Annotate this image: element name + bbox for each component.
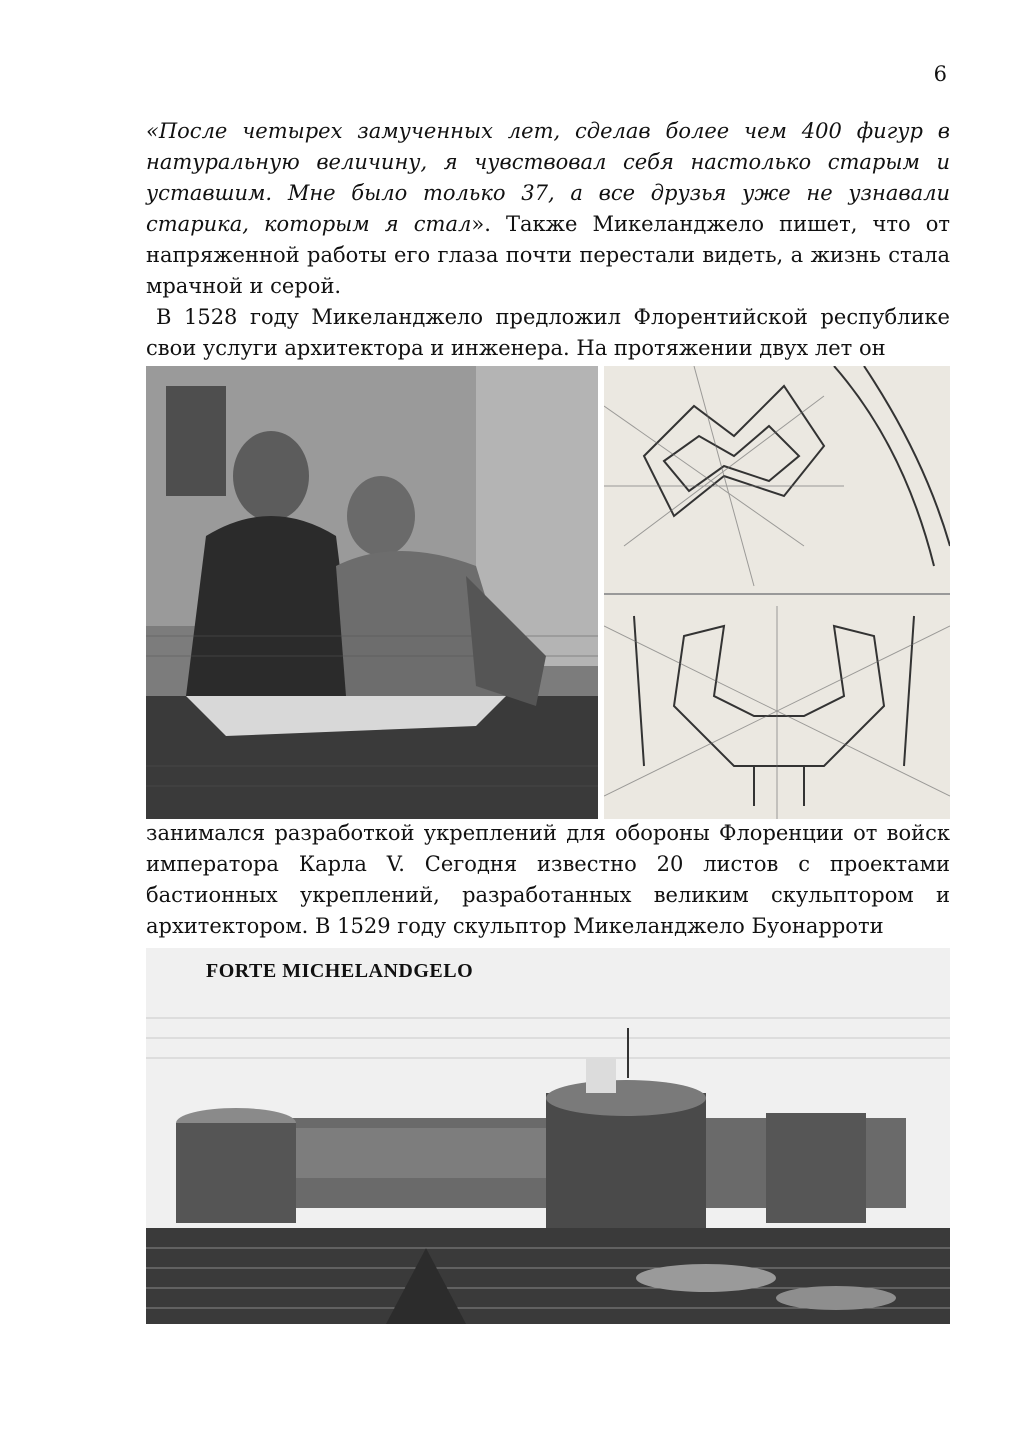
fortification-sketches bbox=[604, 366, 950, 819]
engraving-michelangelo-illustration bbox=[146, 366, 598, 819]
fort-engraving bbox=[146, 948, 950, 1324]
engraving-drawing bbox=[146, 366, 598, 819]
figure-row bbox=[146, 366, 950, 819]
page-number: 6 bbox=[933, 62, 947, 86]
fort-drawing bbox=[146, 948, 950, 1324]
fort-caption: FORTE MICHELANDGELO bbox=[206, 960, 474, 982]
quote-italic-text: «После четырех замученных лет, сделав более чем 400 фигур в натуральную величину, я чувствовал себя настолько старым и уставшим. Мне было только 37, а все друзья уже не узнавали старика, которым я стал bbox=[146, 119, 950, 236]
text-block-middle bbox=[146, 818, 950, 942]
quote-close-text: ». Также Микеланджело пишет, что от напряженной работы его глаза почти перестали видеть, а жизнь стала мрачной и серой. bbox=[146, 212, 951, 298]
sketch-drawing bbox=[604, 366, 950, 819]
text-block-top bbox=[146, 116, 950, 364]
paragraph-continuation: занимался разработкой укреплений для обороны Флоренции от войск императора Карла V. Сегодня известно 20 листов с проектами бастионных укреплений, разработанных великим скульптором и архитектором. В 1529 году скульптор Микеланджело Буонарроти bbox=[146, 821, 950, 938]
paragraph-1528: В 1528 году Микеланджело предложил Флорентийской республике свои услуги архитектора и инженера. На протяжении двух лет он bbox=[146, 305, 950, 360]
quote-paragraph bbox=[146, 116, 950, 302]
